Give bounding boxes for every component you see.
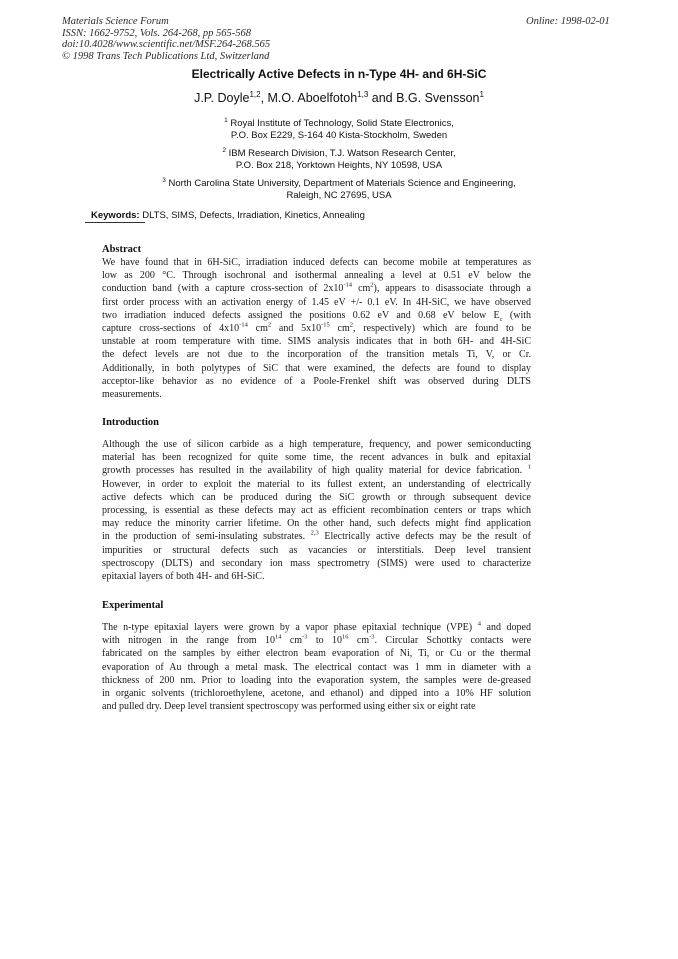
text-run: may reduce the minority carrier lifetime. On the other hand, such defects might find application	[102, 518, 531, 530]
affiliation-mark: 2	[222, 147, 226, 154]
affiliation-1	[0, 115, 678, 142]
text-run: spectroscopy (DLTS) and secondary ion mass spectrometry (SIMS) were used to characterize	[102, 557, 531, 569]
text-line	[102, 491, 531, 504]
text-run: cm	[348, 635, 370, 647]
text-line	[102, 530, 531, 543]
text-run: Additionally, in both polytypes of SiC that were examined, the defects are found to display	[102, 362, 531, 374]
superscript: 4	[477, 621, 481, 628]
affiliation-line: North Carolina State University, Department of Materials Science and Engineering,	[168, 178, 516, 190]
text-run: However, in order to exploit the material to its fullest extent, an understanding of electrically	[102, 478, 531, 490]
abstract-body	[102, 256, 531, 401]
text-line	[102, 557, 531, 570]
text-line	[102, 362, 531, 375]
text-run: epitaxial layers of both 4H- and 6H-SiC.	[102, 570, 265, 582]
online-date: Online: 1998-02-01	[526, 16, 610, 27]
author-affiliation-mark: 1,2	[249, 90, 261, 99]
publication-header	[62, 16, 270, 62]
text-line	[102, 544, 531, 557]
text-run: . Circular Schottky contacts were	[374, 635, 531, 647]
journal-name: Materials Science Forum	[62, 16, 169, 27]
affiliation-line: P.O. Box E229, S-164 40 Kista-Stockholm, Sweden	[230, 130, 448, 142]
text-line	[102, 335, 531, 348]
doi-line: doi:10.4028/www.scientific.net/MSF.264-268.565	[62, 39, 271, 50]
text-line	[102, 451, 531, 464]
text-line	[102, 674, 531, 687]
text-line	[102, 296, 531, 309]
introduction-body	[102, 438, 531, 583]
keywords-underline	[85, 222, 145, 223]
text-run: cm	[352, 283, 371, 295]
author-affiliation-mark: 1,3	[357, 90, 369, 99]
text-run: active defects which can be produced during the SiC growth or through subsequent device	[102, 491, 531, 503]
author-name: B.G. Svensson	[396, 91, 480, 106]
text-run: acceptor-like behavior as no evidence of a Poole-Frenkel shift was observed during DLTS	[102, 375, 531, 387]
superscript: -15	[321, 321, 330, 329]
text-run: cm	[281, 635, 303, 647]
text-line	[102, 464, 531, 477]
text-line	[102, 570, 531, 583]
issn-line: ISSN: 1662-9752, Vols. 264-268, pp 565-568	[62, 27, 251, 39]
subscript: c	[499, 315, 503, 322]
keywords	[91, 210, 365, 221]
text-run: and pulled dry. Deep level transient spectroscopy was performed using either six or eight rate	[102, 701, 476, 713]
superscript: 14	[274, 634, 282, 641]
text-line	[102, 700, 531, 713]
affiliation-3	[0, 175, 678, 202]
text-run: the defect levels are not due to the incorporation of the transition metals Ti, V, or Cr.	[102, 349, 531, 361]
text-run: and 5x10	[271, 322, 322, 334]
text-run: two irradiation induced defects assigned the positions 0.62 eV and 0.68 eV below E	[102, 309, 500, 321]
text-line	[102, 478, 531, 491]
author-separator: ,	[260, 91, 268, 106]
text-line	[102, 661, 531, 674]
text-run: The n-type epitaxial layers were grown by a vapor phase epitaxial technique (VPE)	[102, 622, 478, 633]
text-line	[102, 388, 531, 401]
author-list	[0, 90, 678, 105]
superscript: 2	[370, 282, 374, 290]
text-line	[102, 647, 531, 660]
superscript: -14	[343, 282, 353, 290]
text-run: first order process with an activation energy of 1.45 eV +/- 0.1 eV. In 4H-SiC, we have observed	[102, 296, 531, 308]
superscript: -3	[302, 634, 308, 641]
text-line	[102, 621, 531, 634]
text-line	[102, 438, 531, 451]
text-run: Electrically active defects may be the result of	[318, 531, 531, 543]
text-run: with nitrogen in the range from 10	[102, 635, 275, 647]
copyright-line: © 1998 Trans Tech Publications Ltd, Switzerland	[62, 50, 270, 62]
experimental-body	[102, 621, 531, 713]
text-run: ), appears to disassociate through a	[373, 283, 531, 295]
text-line	[102, 309, 531, 322]
text-run: cm	[247, 322, 268, 334]
text-line	[102, 348, 531, 361]
affiliation-mark: 1	[224, 117, 228, 124]
affiliation-mark: 3	[162, 177, 166, 184]
text-run: material has been recognized for quite some time, the recent advances in bulk and epitaxial	[102, 452, 531, 464]
text-run: low as 200 °C. Through isochronal and isothermal annealing a level at 0.51 eV below the	[102, 270, 531, 282]
text-line	[102, 634, 531, 647]
paper-title: Electrically Active Defects in n-Type 4H- and 6H-SiC	[191, 67, 487, 81]
affiliation-line: Royal Institute of Technology, Solid State Electronics,	[230, 118, 454, 130]
text-line	[102, 375, 531, 388]
abstract-heading: Abstract	[102, 244, 142, 255]
text-run: unstable at room temperature with time. SIMS analysis indicates that in both 6H- and 4H-SiC	[102, 336, 531, 348]
superscript: 16	[342, 634, 349, 641]
text-run: growth processes has resulted in the availability of high quality material for device fabrication.	[102, 465, 528, 477]
text-line	[102, 504, 531, 517]
text-line	[102, 256, 531, 269]
experimental-heading: Experimental	[102, 600, 164, 611]
affiliation-line: P.O. Box 218, Yorktown Heights, NY 10598, USA	[235, 160, 443, 172]
text-run: evaporation of Au through a metal mask. The electrical contact was 1 mm in diameter with a	[102, 661, 531, 673]
superscript: -14	[239, 321, 248, 329]
text-run: We have found that in 6H-SiC, irradiation induced defects can become mobile at temperatures as	[102, 257, 531, 268]
text-run: cm	[329, 322, 350, 334]
introduction-heading: Introduction	[102, 417, 159, 428]
superscript: 2	[349, 321, 354, 329]
text-run: in organic solvents (trichloroethylene, acetone, and ethanol) and dipped into a 10% HF solution	[102, 687, 531, 699]
author-affiliation-mark: 1	[479, 90, 484, 99]
text-line	[102, 322, 531, 335]
superscript: 2	[267, 321, 272, 329]
author-separator: and	[368, 91, 397, 106]
text-run: in the production of semi-insulating substrates.	[102, 531, 311, 543]
text-run: conduction band (with a capture cross-section of 2x10	[102, 283, 344, 295]
text-run: measurements.	[102, 388, 162, 400]
text-run: fabricated on the samples by either electron beam evaporation of Ni, Ti, or Cu or the thermal	[102, 648, 531, 660]
affiliation-line: IBM Research Division, T.J. Watson Research Center,	[228, 148, 456, 160]
author-name: J.P. Doyle	[194, 91, 250, 106]
text-run: impurities or structural defects such as vacancies or interstitials. Deep level transient	[102, 544, 531, 556]
text-run: processing, is essential as these defects may act as efficient recombination centers or traps which	[102, 504, 531, 516]
keywords-list: DLTS, SIMS, Defects, Irradiation, Kinetics, Annealing	[142, 210, 365, 221]
text-line	[102, 269, 531, 282]
text-run: capture cross-sections of 4x10	[102, 322, 240, 334]
superscript: -3	[369, 634, 375, 641]
text-run: thickness of 200 nm. Prior to loading into the evaporation system, the samples were de-greased	[102, 674, 531, 686]
text-run: and doped	[480, 622, 531, 633]
keywords-label: Keywords:	[91, 210, 140, 221]
author-name: M.O. Aboelfotoh	[267, 91, 358, 106]
text-run: Although the use of silicon carbide as a high temperature, frequency, and power semiconducting	[102, 439, 531, 450]
text-line	[102, 282, 531, 295]
text-run: , respectively) which are found to be	[353, 322, 531, 334]
text-line	[102, 687, 531, 700]
superscript: 1	[527, 464, 531, 472]
text-line	[102, 517, 531, 530]
affiliation-2	[0, 145, 678, 172]
text-run: to 10	[307, 635, 343, 647]
superscript: 2,3	[310, 530, 319, 537]
affiliation-line: Raleigh, NC 27695, USA	[286, 190, 392, 202]
text-run: (with	[502, 309, 531, 321]
